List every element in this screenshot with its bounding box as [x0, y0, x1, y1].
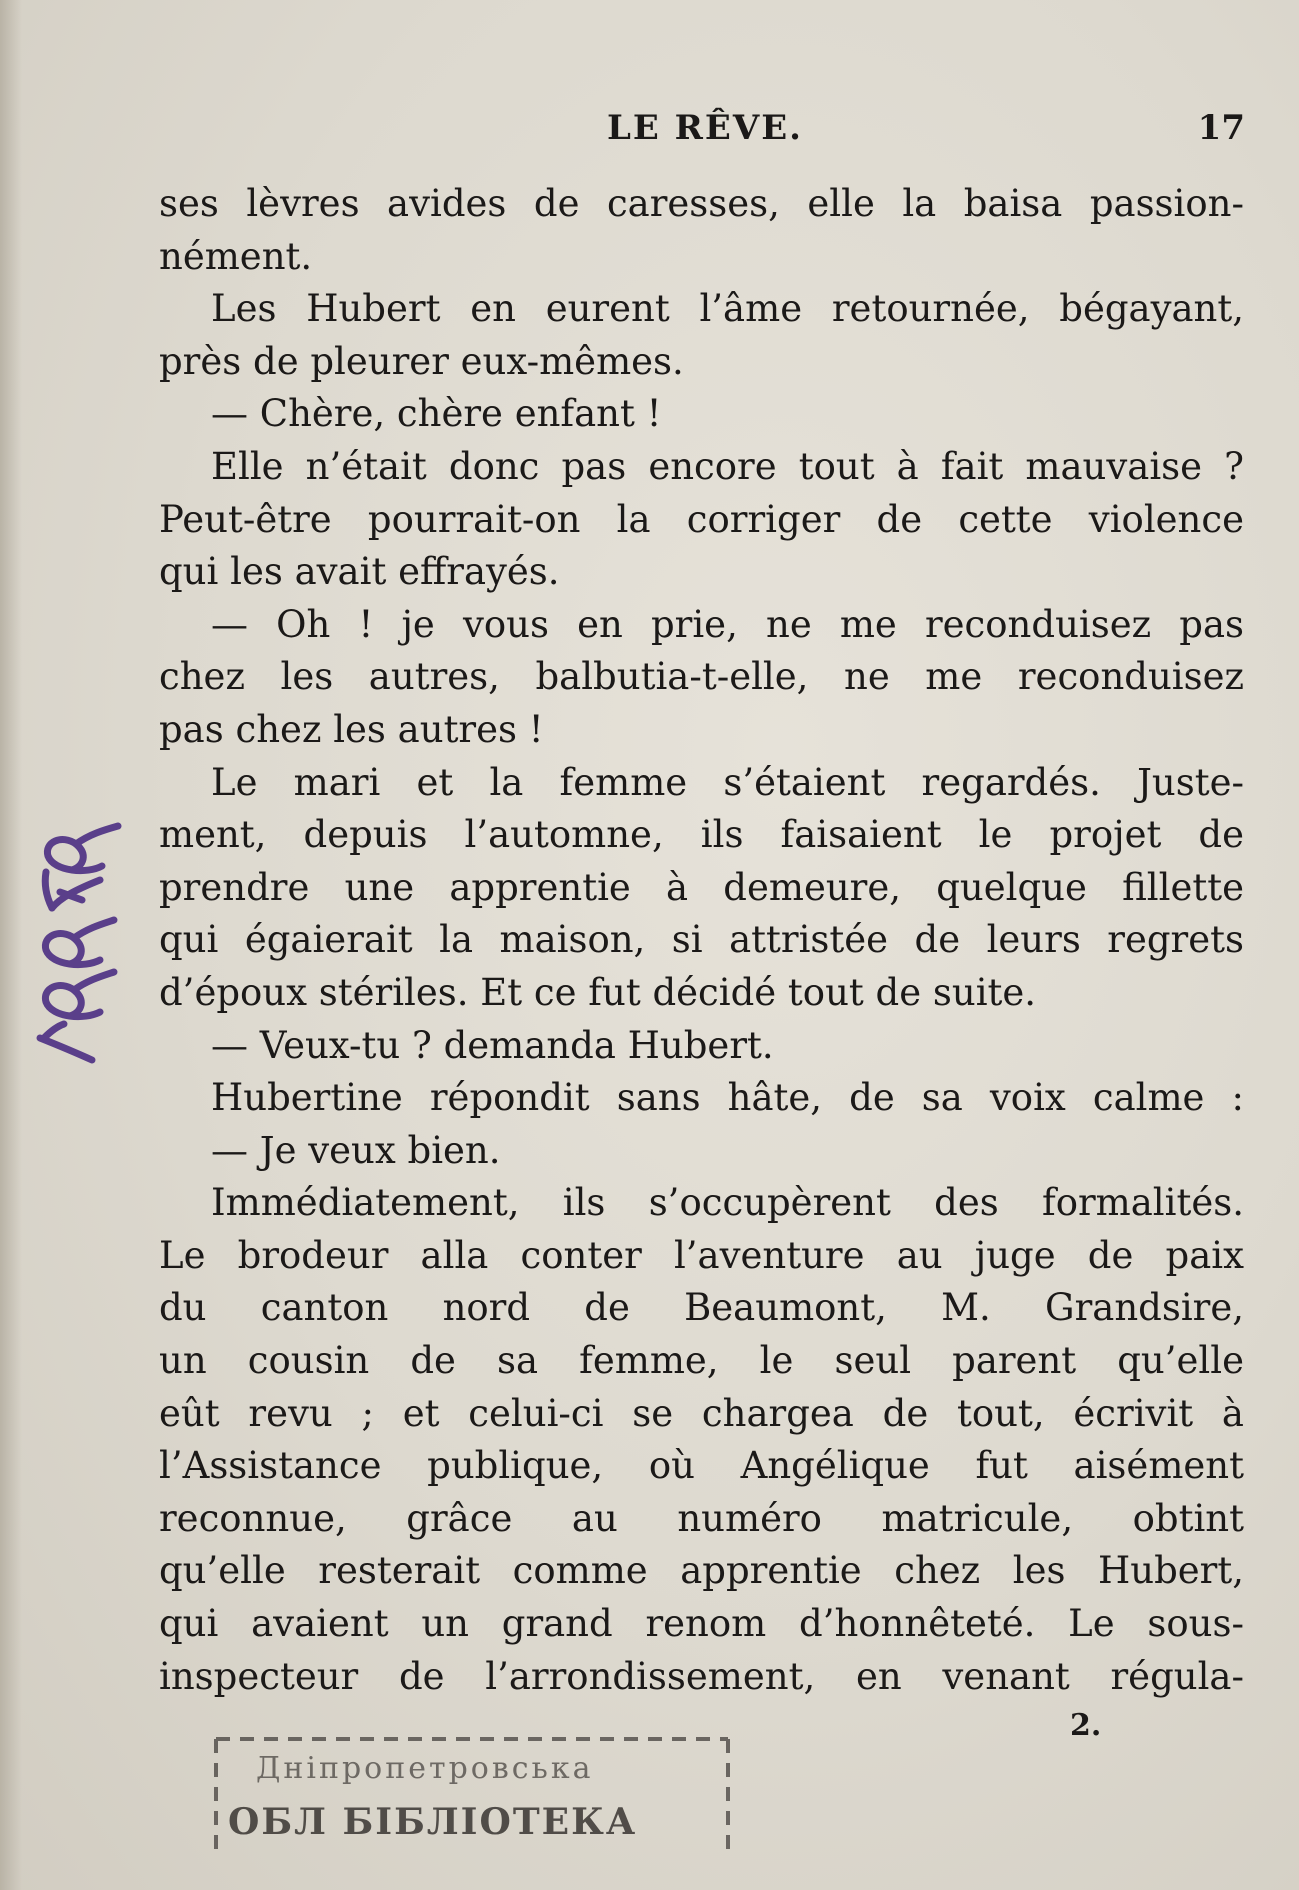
text-line: près de pleurer eux-mêmes. [159, 339, 684, 383]
text-line: chez les autres, balbutia-t-elle, ne me reconduisez [159, 655, 1244, 699]
text-line: un cousin de sa femme, le seul parent qu’elle [159, 1339, 1244, 1383]
text-line: Elle n’était donc pas encore tout à fait mauvaise ? [211, 444, 1244, 488]
text-line: Hubertine répondit sans hâte, de sa voix calme : [211, 1076, 1244, 1120]
text-line: l’Assistance publique, où Angélique fut aisément [159, 1444, 1244, 1488]
text-line: nément. [159, 234, 313, 278]
text-line: du canton nord de Beaumont, M. Grandsire, [159, 1286, 1244, 1330]
handwritten-inventory-number [30, 780, 125, 1070]
text-line: qu’elle resterait comme apprentie chez les Hubert, [159, 1549, 1244, 1593]
text-line: reconnue, grâce au numéro matricule, obtint [159, 1496, 1244, 1540]
text-line: Immédiatement, ils s’occupèrent des formalités. [211, 1181, 1244, 1225]
text-line: — Je veux bien. [211, 1128, 501, 1172]
text-line: inspecteur de l’arrondissement, en venant régula- [159, 1654, 1244, 1698]
text-line: d’époux stériles. Et ce fut décidé tout de suite. [159, 970, 1037, 1014]
running-title: LE RÊVE. [607, 108, 803, 148]
signature-mark: 2. [1070, 1708, 1102, 1743]
text-line: prendre une apprentie à demeure, quelque fillette [159, 865, 1244, 909]
body-text [159, 178, 1244, 1703]
text-line: Peut-être pourrait-on la corriger de cette violence [159, 497, 1244, 541]
text-line: Le mari et la femme s’étaient regardés. Juste- [211, 760, 1244, 804]
stamp-text-line: Дніпропетровська [256, 1751, 594, 1786]
text-line: — Chère, chère enfant ! [211, 392, 662, 436]
text-line: Le brodeur alla conter l’aventure au juge de paix [159, 1233, 1244, 1277]
library-stamp [208, 1735, 736, 1863]
text-line: ment, depuis l’automne, ils faisaient le projet de [159, 813, 1244, 857]
text-line: — Oh ! je vous en prie, ne me reconduisez pas [211, 602, 1244, 646]
text-line: — Veux-tu ? demanda Hubert. [211, 1023, 774, 1067]
text-line: qui les avait effrayés. [159, 550, 560, 594]
text-line: eût revu ; et celui-ci se chargea de tout, écrivit à [159, 1391, 1244, 1435]
stamp-text-line: ОБЛ БІБЛІОТЕКА [228, 1801, 638, 1843]
running-head [160, 108, 1245, 148]
text-line: Les Hubert en eurent l’âme retournée, bégayant, [211, 287, 1244, 331]
text-line: qui égaierait la maison, si attristée de leurs regrets [159, 918, 1244, 962]
text-line: pas chez les autres ! [159, 707, 544, 751]
text-line: ses lèvres avides de caresses, elle la baisa passion- [159, 182, 1244, 225]
text-line: qui avaient un grand renom d’honnêteté. Le sous- [159, 1602, 1244, 1646]
page-number: 17 [1197, 108, 1245, 148]
